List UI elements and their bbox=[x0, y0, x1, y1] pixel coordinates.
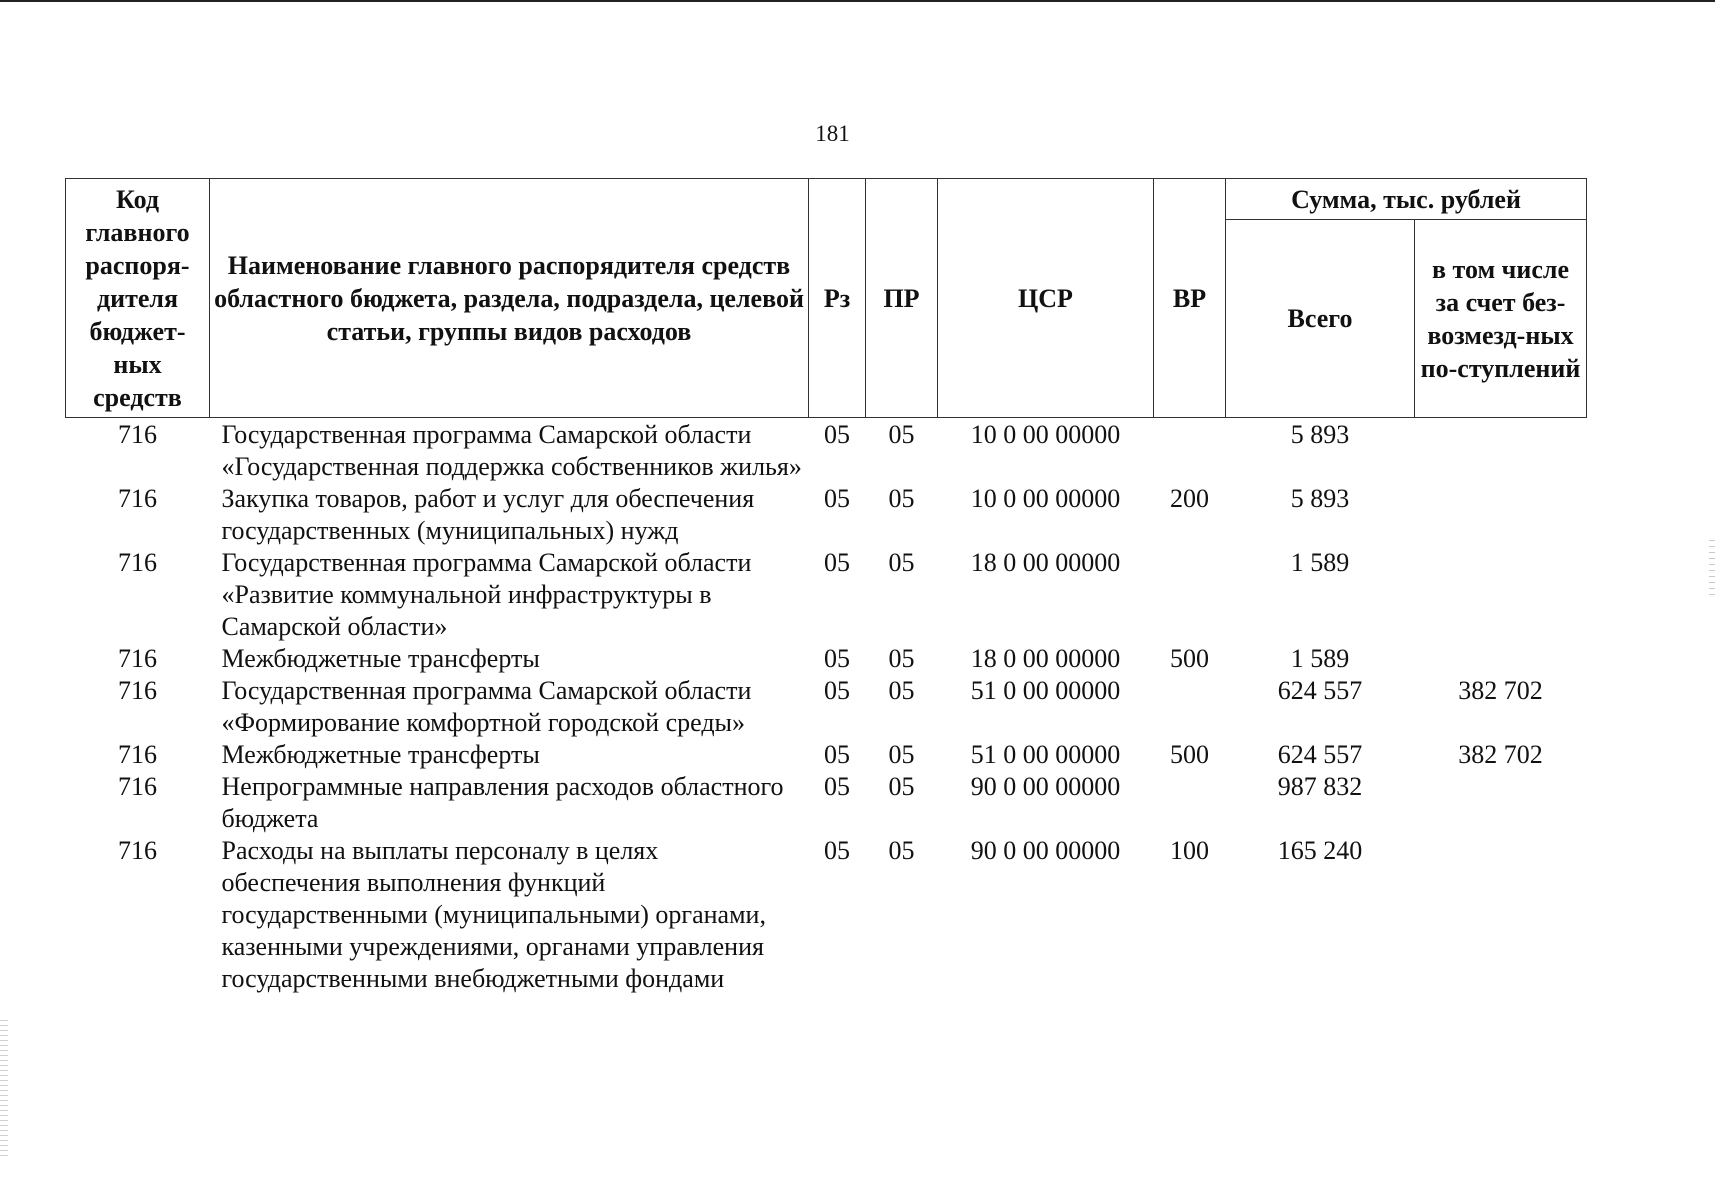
table-row bbox=[66, 547, 1587, 643]
cell-free: 382 702 bbox=[1458, 740, 1543, 769]
scan-noise-right bbox=[1709, 540, 1715, 600]
cell-total: 624 557 bbox=[1277, 676, 1363, 705]
table-row bbox=[66, 418, 1587, 484]
cell-name: Государственная программа Самарской области «Развитие коммунальной инфраструктуры в Самарской области» bbox=[221, 548, 752, 641]
table-row bbox=[66, 835, 1587, 995]
cell-name: Закупка товаров, работ и услуг для обеспечения государственных (муниципальных) нужд bbox=[221, 484, 755, 545]
cell-code: 716 bbox=[118, 772, 157, 801]
cell-rz: 05 bbox=[824, 772, 850, 801]
cell-rz: 05 bbox=[824, 740, 850, 769]
cell-free: 382 702 bbox=[1458, 676, 1543, 705]
table-row bbox=[66, 739, 1587, 771]
header-name: Наименование главного распорядителя средств областного бюджета, раздела, подраздела, целевой статьи, группы видов расходов bbox=[210, 179, 809, 418]
cell-rz: 05 bbox=[824, 836, 850, 865]
cell-csr: 18 0 00 00000 bbox=[970, 548, 1121, 577]
table-row bbox=[66, 675, 1587, 739]
cell-vr bbox=[1154, 547, 1226, 643]
cell-name: Расходы на выплаты персоналу в целях обеспечения выполнения функций государственными (муниципальными) органами, казенными учреждениями, органами управления государственными внебюджетными фондами bbox=[221, 836, 766, 993]
cell-rz: 05 bbox=[824, 420, 850, 449]
cell-code: 716 bbox=[118, 644, 157, 673]
cell-vr bbox=[1154, 418, 1226, 484]
cell-name: Государственная программа Самарской области «Государственная поддержка собственников жилья» bbox=[221, 420, 802, 481]
cell-csr: 51 0 00 00000 bbox=[970, 676, 1121, 705]
cell-code: 716 bbox=[118, 484, 157, 513]
cell-code: 716 bbox=[118, 548, 157, 577]
cell-pr: 05 bbox=[888, 644, 915, 673]
cell-total: 624 557 bbox=[1277, 740, 1363, 769]
cell-free bbox=[1415, 771, 1587, 835]
cell-free bbox=[1415, 643, 1587, 675]
cell-code: 716 bbox=[118, 420, 157, 449]
header-code: Код главного распоря-дителя бюджет-ных средств bbox=[66, 179, 210, 418]
cell-pr: 05 bbox=[888, 836, 915, 865]
cell-pr: 05 bbox=[888, 484, 915, 513]
scan-noise-left bbox=[0, 1020, 8, 1160]
cell-vr bbox=[1154, 675, 1226, 739]
cell-pr: 05 bbox=[888, 420, 915, 449]
table-row bbox=[66, 483, 1587, 547]
cell-csr: 10 0 00 00000 bbox=[970, 484, 1121, 513]
cell-free bbox=[1415, 835, 1587, 995]
cell-free bbox=[1415, 418, 1587, 484]
header-total: Всего bbox=[1226, 220, 1415, 418]
cell-pr: 05 bbox=[888, 772, 915, 801]
cell-csr: 51 0 00 00000 bbox=[970, 740, 1121, 769]
cell-rz: 05 bbox=[824, 644, 850, 673]
cell-total: 1 589 bbox=[1290, 548, 1350, 577]
header-vr: ВР bbox=[1154, 179, 1226, 418]
cell-rz: 05 bbox=[824, 676, 850, 705]
cell-vr: 500 bbox=[1170, 644, 1209, 673]
cell-csr: 90 0 00 00000 bbox=[970, 836, 1121, 865]
header-sum-group: Сумма, тыс. рублей bbox=[1226, 179, 1587, 220]
cell-vr bbox=[1154, 771, 1226, 835]
cell-csr: 10 0 00 00000 bbox=[970, 420, 1121, 449]
cell-free bbox=[1415, 483, 1587, 547]
cell-name: Межбюджетные трансферты bbox=[221, 740, 540, 769]
top-border-line bbox=[0, 0, 1715, 2]
page-number: 181 bbox=[815, 121, 850, 146]
header-csr: ЦСР bbox=[938, 179, 1154, 418]
cell-rz: 05 bbox=[824, 484, 850, 513]
table-body bbox=[66, 418, 1587, 996]
cell-total: 987 832 bbox=[1277, 772, 1363, 801]
table-header bbox=[66, 179, 1587, 418]
cell-code: 716 bbox=[118, 676, 157, 705]
cell-rz: 05 bbox=[824, 548, 850, 577]
header-free: в том числе за счет без-возмезд-ных по-ступлений bbox=[1415, 220, 1587, 418]
header-pr: ПР bbox=[866, 179, 938, 418]
cell-vr: 100 bbox=[1170, 836, 1209, 865]
table-row bbox=[66, 643, 1587, 675]
cell-total: 5 893 bbox=[1290, 420, 1350, 449]
cell-vr: 500 bbox=[1170, 740, 1209, 769]
cell-csr: 18 0 00 00000 bbox=[970, 644, 1121, 673]
cell-code: 716 bbox=[118, 740, 157, 769]
budget-table bbox=[65, 178, 1587, 995]
cell-vr: 200 bbox=[1170, 484, 1209, 513]
cell-pr: 05 bbox=[888, 548, 915, 577]
cell-name: Непрограммные направления расходов областного бюджета bbox=[221, 772, 784, 833]
cell-pr: 05 bbox=[888, 676, 915, 705]
cell-name: Межбюджетные трансферты bbox=[221, 644, 540, 673]
cell-total: 5 893 bbox=[1290, 484, 1350, 513]
cell-total: 165 240 bbox=[1277, 836, 1363, 865]
cell-code: 716 bbox=[118, 836, 157, 865]
table-row bbox=[66, 771, 1587, 835]
cell-name: Государственная программа Самарской области «Формирование комфортной городской среды» bbox=[221, 676, 752, 737]
cell-free bbox=[1415, 547, 1587, 643]
cell-csr: 90 0 00 00000 bbox=[970, 772, 1121, 801]
cell-total: 1 589 bbox=[1290, 644, 1350, 673]
header-rz: Рз bbox=[809, 179, 866, 418]
cell-pr: 05 bbox=[888, 740, 915, 769]
